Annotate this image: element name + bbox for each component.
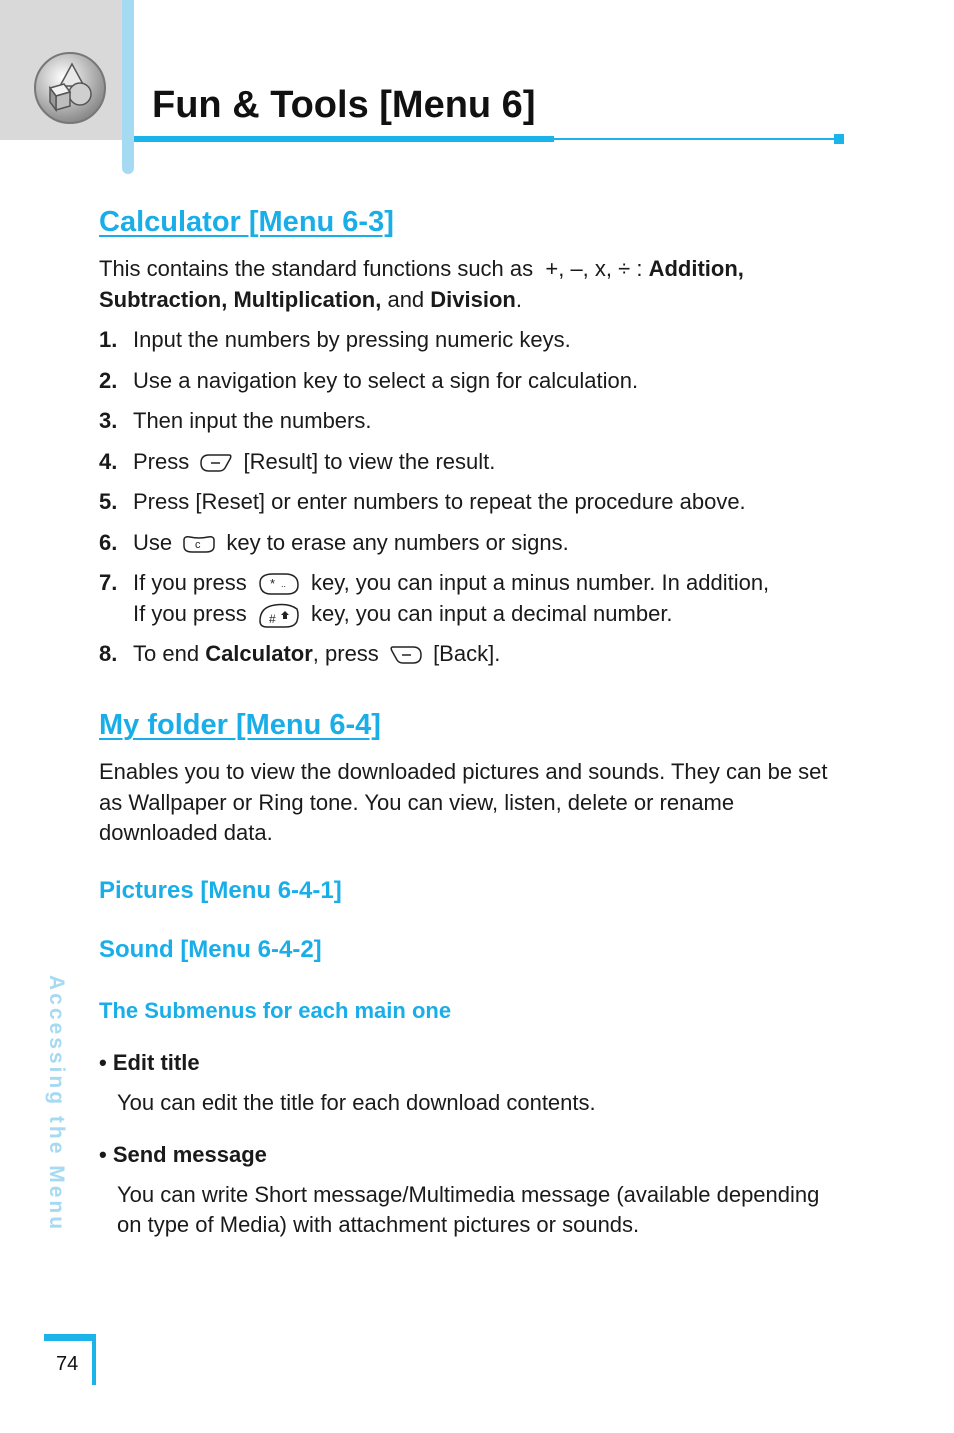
- step-text: If you press: [133, 570, 247, 595]
- step-number: 8.: [99, 641, 118, 666]
- step-text: [Back].: [433, 641, 501, 666]
- star-key-icon: [257, 571, 301, 597]
- calculator-step-1: [99, 325, 859, 356]
- shapes-logo-icon: [32, 50, 108, 126]
- svg-text:c: c: [195, 539, 201, 552]
- step-text: [Result] to view the result.: [243, 449, 496, 474]
- step-text: If you press: [133, 600, 247, 626]
- calculator-step-6: [99, 528, 859, 559]
- step-text: Press: [133, 449, 190, 474]
- calculator-intro: [99, 254, 844, 315]
- send-message-description: You can write Short message/Multimedia message (available depending on type of Media) with attachment pictures or sounds.: [117, 1182, 820, 1237]
- title-rule: [554, 138, 836, 140]
- intro-division: Division: [430, 286, 516, 312]
- submenus-heading: The Submenus for each main one: [99, 998, 452, 1023]
- svg-text:#: #: [268, 611, 276, 626]
- step-text: key, you can input a minus number. In addition,: [310, 570, 770, 595]
- my-folder-description: Enables you to view the downloaded pictures and sounds. They can be set as Wallpaper or Ring tone. You can view, listen, delete or rename downloaded data.: [99, 759, 828, 845]
- calculator-step-7: [99, 568, 859, 629]
- step-text: Input the numbers by pressing numeric keys.: [133, 327, 571, 352]
- send-message-heading: • Send message: [99, 1142, 267, 1167]
- svg-text:*: *: [269, 576, 275, 592]
- step-bold-text: Calculator: [205, 641, 313, 666]
- calculator-step-2: [99, 366, 859, 397]
- intro-and: and: [387, 286, 425, 312]
- page-number: 74: [56, 1353, 79, 1375]
- title-rule-end-marker: [834, 134, 844, 144]
- step-text: key to erase any numbers or signs.: [226, 530, 569, 555]
- sound-heading: Sound [Menu 6-4-2]: [99, 936, 322, 963]
- calculator-heading: Calculator [Menu 6-3]: [99, 206, 394, 238]
- my-folder-heading: My folder [Menu 6-4]: [99, 709, 381, 741]
- hash-key-icon: [257, 601, 301, 629]
- step-number: 2.: [99, 368, 118, 393]
- corner-strip: [122, 0, 134, 174]
- intro-operators: +, –, x, ÷ :: [545, 256, 643, 281]
- step-text: key, you can input a decimal number.: [310, 600, 673, 626]
- intro-end: .: [515, 286, 522, 312]
- svg-text:..: ..: [280, 579, 286, 590]
- step-text: Use: [133, 530, 173, 555]
- step-text: Then input the numbers.: [133, 408, 372, 433]
- intro-addition: Addition,: [648, 256, 744, 281]
- calculator-step-3: [99, 406, 859, 437]
- page-title: Fun & Tools [Menu 6]: [152, 84, 536, 126]
- left-soft-key-icon: [199, 453, 233, 473]
- edit-title-heading: • Edit title: [99, 1050, 200, 1075]
- calculator-step-5: [99, 487, 859, 518]
- page-number-side-bar: [92, 1341, 96, 1385]
- step-number: 7.: [99, 570, 118, 595]
- pictures-heading: Pictures [Menu 6-4-1]: [99, 877, 342, 904]
- page-number-bar: [44, 1334, 96, 1341]
- step-number: 3.: [99, 408, 118, 433]
- step-number: 4.: [99, 449, 118, 474]
- calculator-step-4: [99, 447, 859, 478]
- edit-title-description: You can edit the title for each download contents.: [117, 1090, 596, 1115]
- step-number: 5.: [99, 489, 118, 514]
- intro-ops-bold: Subtraction, Multiplication,: [99, 286, 382, 312]
- step-number: 1.: [99, 327, 118, 352]
- intro-prefix: This contains the standard functions such as: [99, 256, 534, 281]
- step-text: To end: [133, 641, 200, 666]
- title-underline: [134, 136, 554, 142]
- step-text: , press: [312, 641, 379, 666]
- step-text: Press [Reset] or enter numbers to repeat the procedure above.: [133, 489, 746, 514]
- clear-key-icon: [182, 534, 216, 554]
- right-soft-key-icon: [389, 645, 423, 665]
- step-number: 6.: [99, 530, 118, 555]
- step-text: Use a navigation key to select a sign for calculation.: [133, 368, 639, 393]
- side-section-label: Accessing the Menu: [45, 975, 68, 1233]
- calculator-step-8: [99, 639, 859, 670]
